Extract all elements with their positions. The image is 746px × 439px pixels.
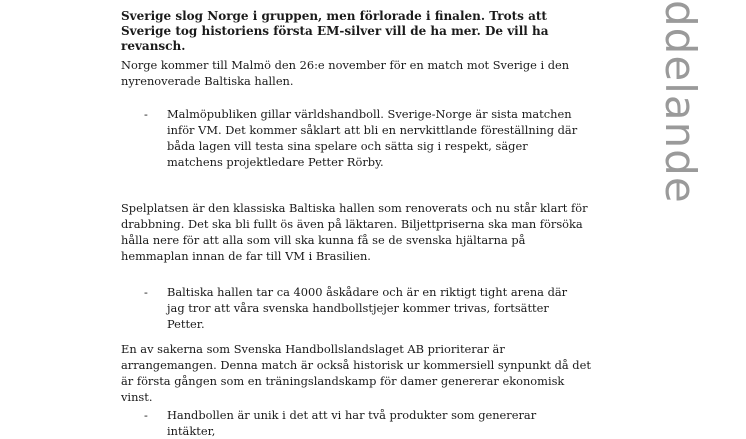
quote-dash: - [144,107,148,121]
quote-dash: - [144,408,148,422]
sidebar-vertical-label [656,0,705,230]
paragraph-arrangement: En av sakerna som Svenska Handbollslandslaget AB prioriterar är arrangemangen. Denna match är också historisk ur kommersiell synpunkt då det är första gången som en träningslandskamp för damer genererar ekonomisk vinst. [121,342,591,404]
quote-block-1 [146,106,586,170]
quote-text: Handbollen är unik i det att vi har två produkter som genererar intäkter, [167,408,537,438]
paragraph-intro: Norge kommer till Malmö den 26:e november för en match mot Sverige i den nyrenoverade Baltiska hallen. [121,58,570,88]
headline: Sverige slog Norge i gruppen, men förlorade i finalen. Trots att Sverige tog historiens första EM-silver vill de ha mer. De vill ha revansch. [121,9,549,53]
quote-block-2 [146,284,586,332]
paragraph-venue: Spelplatsen är den klassiska Baltiska hallen som renoverats och nu står klart för drabbning. Det ska bli fullt ös även på läktaren. Biljettpriserna ska man försöka hålla nere för att alla som vill ska kunna få se de svenska hjältarna på hemmaplan innan de far till VM i Brasilien. [121,201,588,263]
quote-dash: - [144,285,148,299]
quote-text: Baltiska hallen tar ca 4000 åskådare och är en riktigt tight arena där jag tror att våra svenska handbollstjejer kommer trivas, fortsätter Petter. [167,285,568,331]
quote-block-3 [146,407,586,439]
quote-text: Malmöpubliken gillar världshandboll. Sverige-Norge är sista matchen inför VM. Det kommer såklart att bli en nervkittlande föreställning där båda lagen vill testa sina spelare och sätta sig i respekt, säger matchens projektledare Petter Rörby. [167,107,578,169]
sidebar-label-text: ddelande [656,0,705,204]
